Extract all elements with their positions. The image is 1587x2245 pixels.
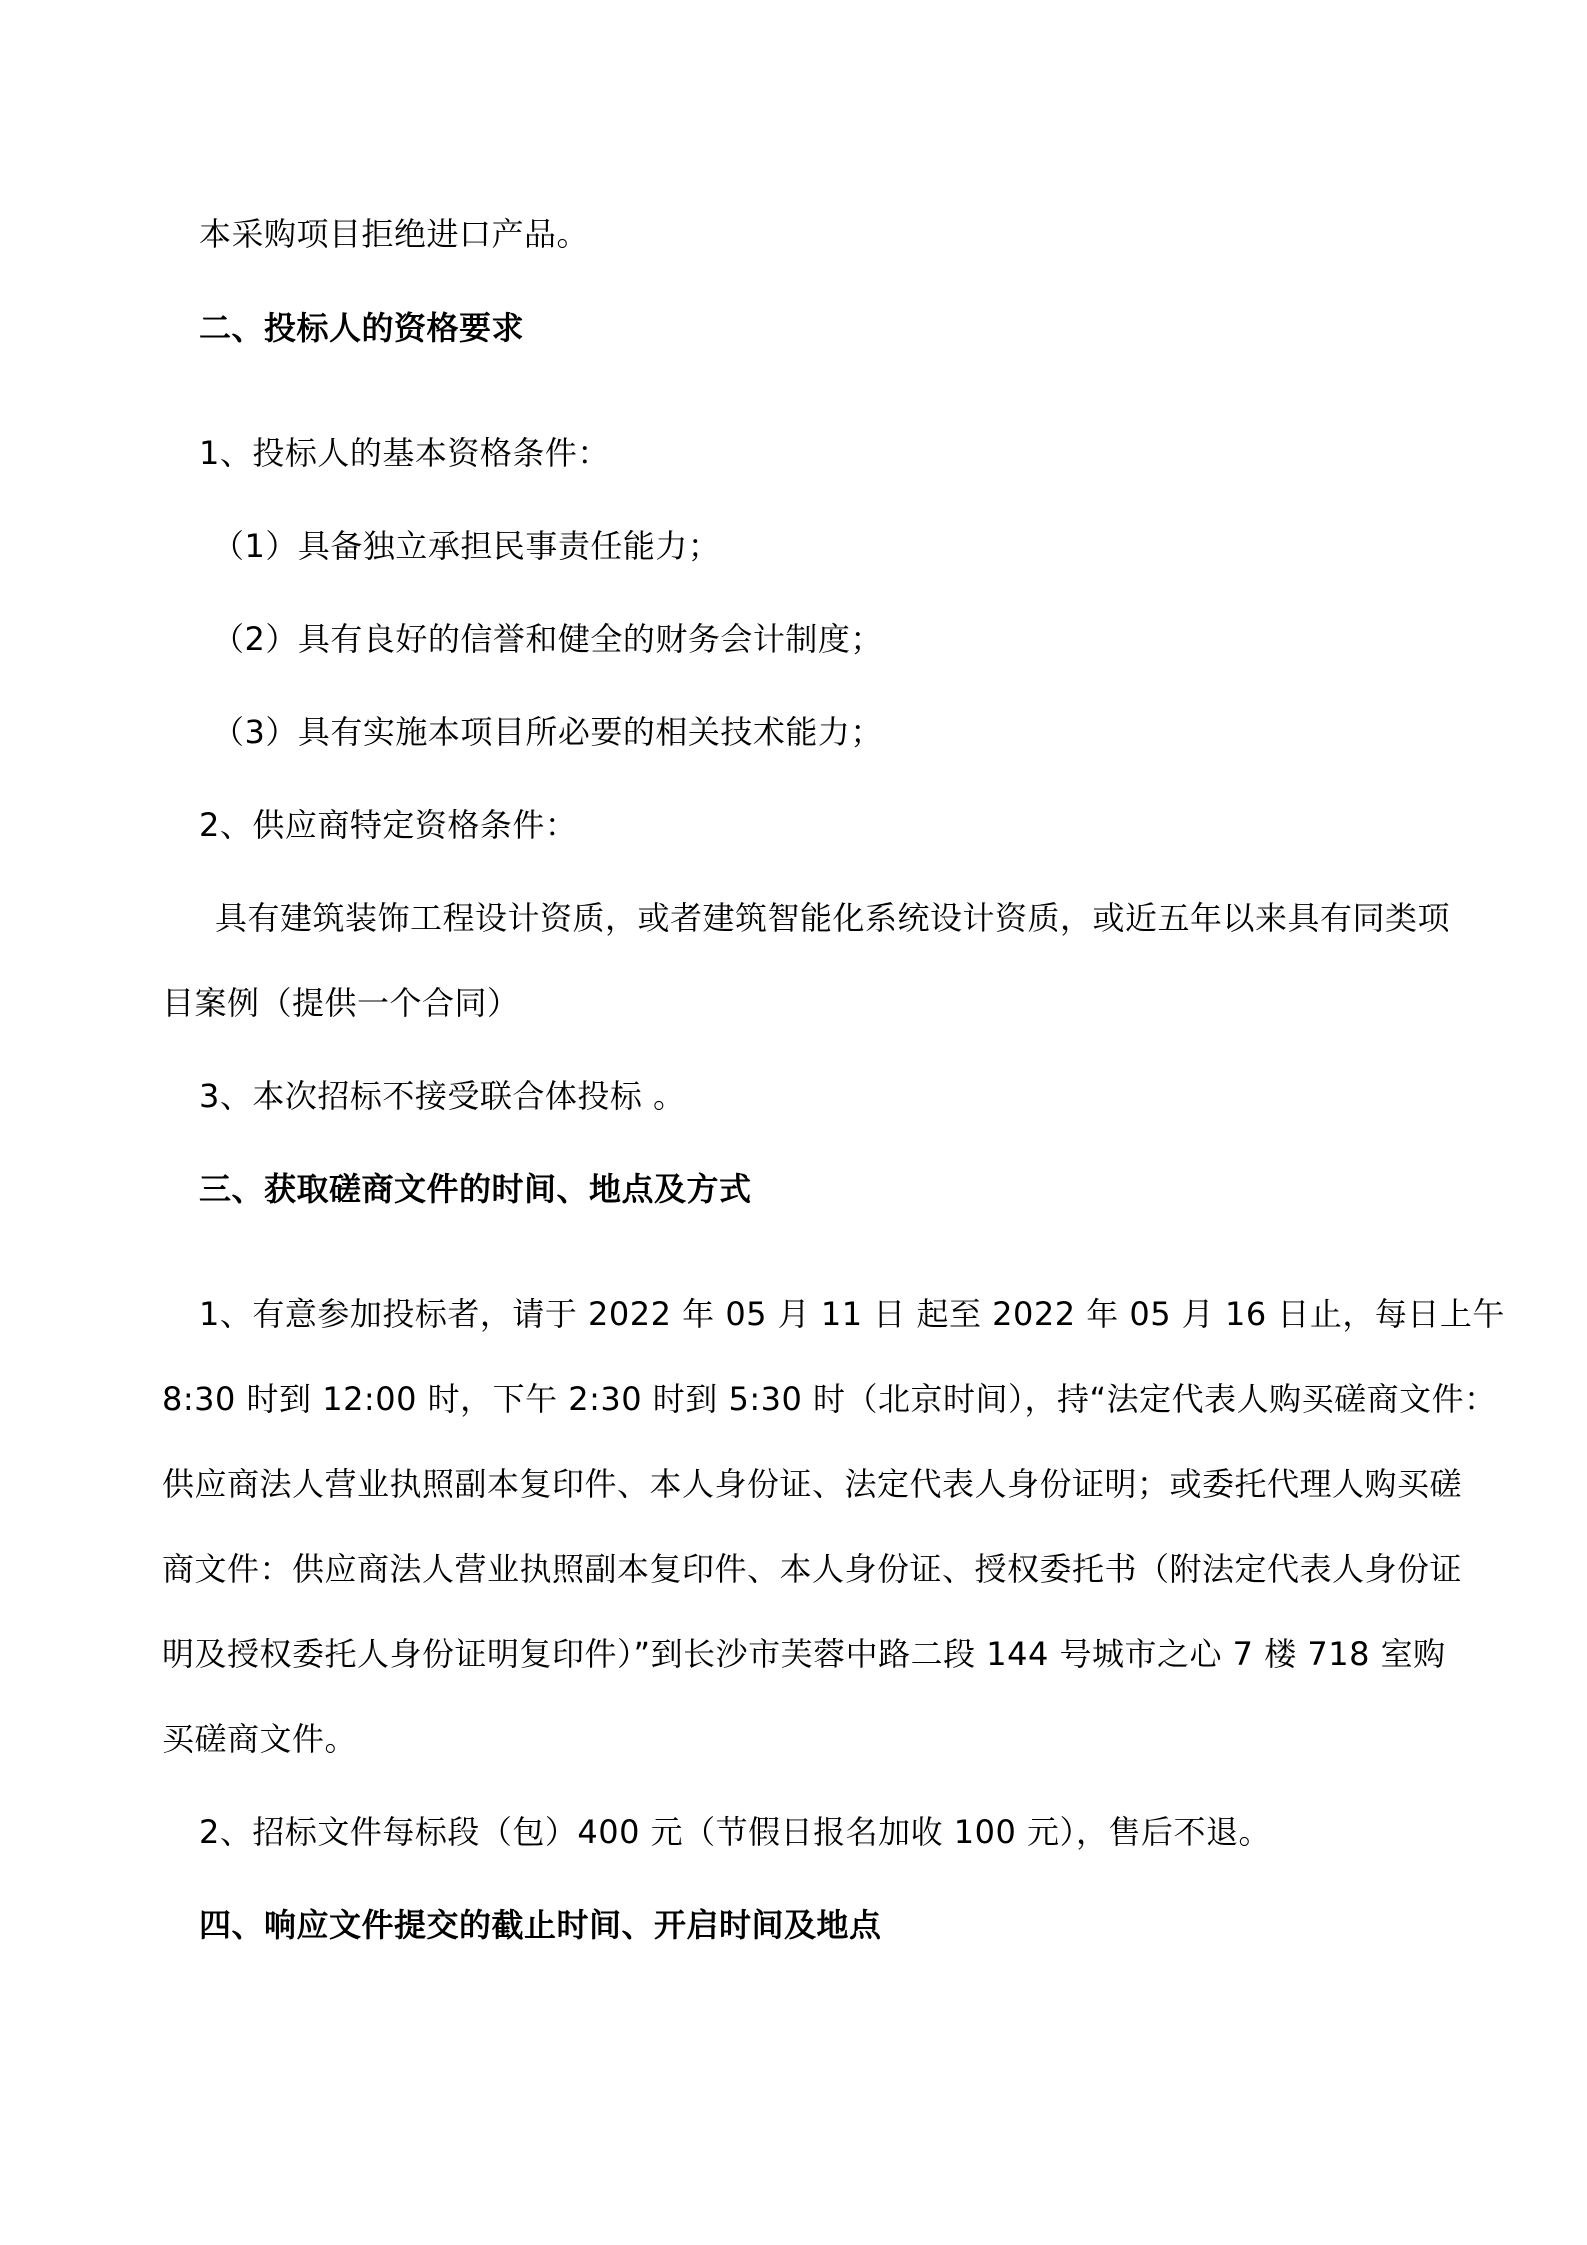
section-heading-obtain-documents: 三、获取磋商文件的时间、地点及方式 xyxy=(199,1170,752,1208)
basic-qualification-item-2: （2）具有良好的信誉和健全的财务会计制度； xyxy=(212,620,883,658)
obtain-paragraph-line-3: 供应商法人营业执照副本复印件、本人身份证、法定代表人身份证明；或委托代理人购买磋 xyxy=(162,1465,1463,1503)
specific-qualification-heading: 2、供应商特定资格条件： xyxy=(199,806,578,844)
obtain-paragraph-line-1: 1、有意参加投标者，请于 2022 年 05 月 11 日 起至 2022 年 05 月 16 日止，每日上午 xyxy=(199,1295,1505,1333)
consortium-statement: 3、本次招标不接受联合体投标 。 xyxy=(199,1077,686,1115)
specific-qualification-text-line-1: 具有建筑装饰工程设计资质，或者建筑智能化系统设计资质，或近五年以来具有同类项 xyxy=(215,899,1451,937)
section-heading-submission: 四、响应文件提交的截止时间、开启时间及地点 xyxy=(199,1906,882,1944)
obtain-paragraph-line-2: 8:30 时到 12:00 时，下午 2:30 时到 5:30 时（北京时间），持“法定代表人购买磋商文件： xyxy=(162,1380,1497,1418)
specific-qualification-text-line-2: 目案例（提供一个合同） xyxy=(162,984,520,1022)
document-fee-paragraph: 2、招标文件每标段（包）400 元（节假日报名加收 100 元），售后不退。 xyxy=(199,1813,1272,1851)
obtain-paragraph-line-6: 买磋商文件。 xyxy=(162,1720,358,1758)
basic-qualification-item-1: （1）具备独立承担民事责任能力； xyxy=(212,527,721,565)
basic-qualification-item-3: （3）具有实施本项目所必要的相关技术能力； xyxy=(212,713,883,751)
obtain-paragraph-line-4: 商文件：供应商法人营业执照副本复印件、本人身份证、授权委托书（附法定代表人身份证 xyxy=(162,1550,1463,1588)
obtain-paragraph-line-5: 明及授权委托人身份证明复印件）”到长沙市芙蓉中路二段 144 号城市之心 7 楼 718 室购 xyxy=(162,1635,1446,1673)
section-heading-qualification: 二、投标人的资格要求 xyxy=(199,309,525,347)
reject-import-paragraph: 本采购项目拒绝进口产品。 xyxy=(199,215,590,253)
basic-qualification-heading: 1、投标人的基本资格条件： xyxy=(199,434,610,472)
